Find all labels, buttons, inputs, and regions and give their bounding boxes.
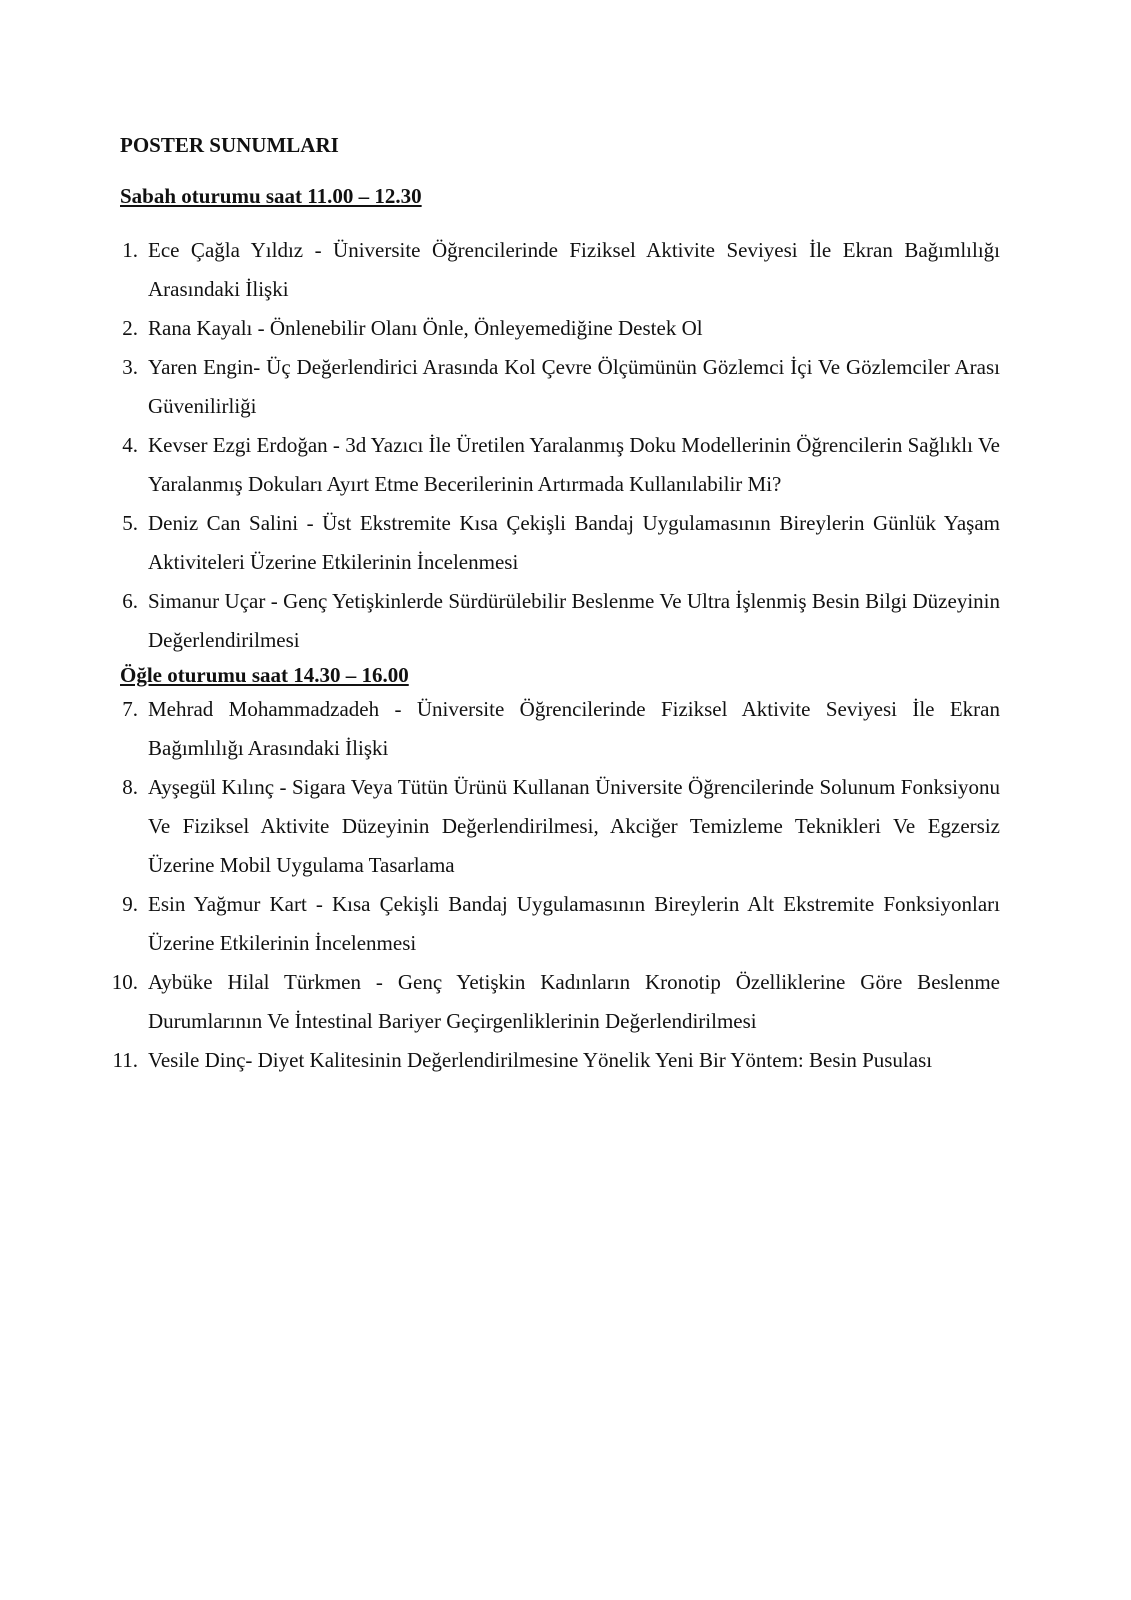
list-item-number: 4. — [122, 433, 138, 457]
session-heading-afternoon: Öğle oturumu saat 14.30 – 16.00 — [120, 663, 409, 687]
list-item-text: Kevser Ezgi Erdoğan - 3d Yazıcı İle Üretilen Yaralanmış Doku Modellerinin Öğrencilerin Sağlıklı Ve Yaralanmış Dokuları Ayırt Etme Becerilerinin Artırmada Kullanılabilir Mi? — [148, 433, 1000, 496]
list-item-text: Ece Çağla Yıldız - Üniversite Öğrencilerinde Fiziksel Aktivite Seviyesi İle Ekran Bağımlılığı Arasındaki İlişki — [148, 238, 1000, 301]
list-item-number: 8. — [122, 775, 138, 799]
session-heading-morning: Sabah oturumu saat 11.00 – 12.30 — [120, 184, 422, 208]
list-item — [111, 963, 1000, 1041]
page-title: POSTER SUNUMLARI — [120, 133, 339, 157]
poster-list-morning — [120, 231, 1000, 660]
list-item-text: Vesile Dinç- Diyet Kalitesinin Değerlendirilmesine Yönelik Yeni Bir Yöntem: Besin Pusulası — [148, 1048, 933, 1072]
list-item — [120, 504, 1000, 582]
list-item — [120, 885, 1000, 963]
list-item-number: 3. — [122, 355, 138, 379]
list-item-text: Esin Yağmur Kart - Kısa Çekişli Bandaj Uygulamasının Bireylerin Alt Ekstremite Fonksiyonları Üzerine Etkilerinin İncelenmesi — [148, 892, 1000, 955]
list-item — [120, 348, 1000, 426]
list-item-text: Simanur Uçar - Genç Yetişkinlerde Sürdürülebilir Beslenme Ve Ultra İşlenmiş Besin Bilgi Düzeyinin Değerlendirilmesi — [148, 589, 1000, 652]
list-item — [120, 690, 1000, 768]
list-item-number: 7. — [122, 697, 138, 721]
list-item — [112, 1041, 1000, 1080]
list-item-text: Deniz Can Salini - Üst Ekstremite Kısa Çekişli Bandaj Uygulamasının Bireylerin Günlük Yaşam Aktiviteleri Üzerine Etkilerinin İncelenmesi — [148, 511, 1000, 574]
list-item — [120, 426, 1000, 504]
list-item — [120, 231, 1000, 309]
list-item-number: 9. — [122, 892, 138, 916]
list-item — [120, 582, 1000, 660]
list-item-number: 2. — [122, 316, 138, 340]
list-item-text: Ayşegül Kılınç - Sigara Veya Tütün Ürünü Kullanan Üniversite Öğrencilerinde Solunum Fonksiyonu Ve Fiziksel Aktivite Düzeyinin Değerlendirilmesi, Akciğer Temizleme Teknikleri Ve Egzersiz Üzerine Mobil Uygulama Tasarlama — [148, 775, 1000, 877]
list-item-number: 6. — [122, 589, 138, 613]
list-item-number: 10. — [111, 970, 138, 994]
list-item-text: Aybüke Hilal Türkmen - Genç Yetişkin Kadınların Kronotip Özelliklerine Göre Beslenme Durumlarının Ve İntestinal Bariyer Geçirgenliklerinin Değerlendirilmesi — [148, 970, 1000, 1033]
document-content — [111, 130, 1000, 1080]
list-item-number: 11. — [112, 1048, 138, 1072]
list-item — [120, 309, 1000, 348]
list-item-text: Mehrad Mohammadzadeh - Üniversite Öğrencilerinde Fiziksel Aktivite Seviyesi İle Ekran Bağımlılığı Arasındaki İlişki — [148, 697, 1000, 760]
list-item-number: 5. — [122, 511, 138, 535]
list-item-text: Yaren Engin- Üç Değerlendirici Arasında Kol Çevre Ölçümünün Gözlemci İçi Ve Gözlemciler Arası Güvenilirliği — [148, 355, 1000, 418]
list-item-number: 1. — [122, 238, 138, 262]
list-item-text: Rana Kayalı - Önlenebilir Olanı Önle, Önleyemediğine Destek Ol — [148, 316, 703, 340]
poster-list-afternoon — [111, 690, 1000, 1080]
list-item — [120, 768, 1000, 885]
